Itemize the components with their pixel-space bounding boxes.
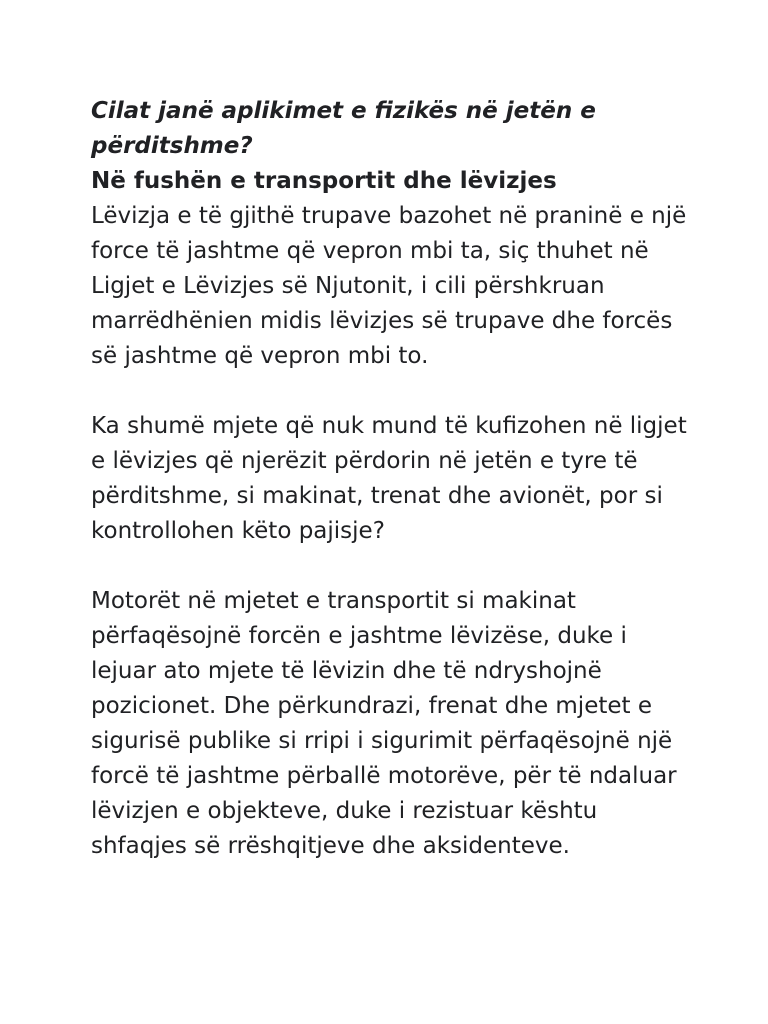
document-page <box>91 94 691 864</box>
section-heading: Në fushën e transportit dhe lëvizjes <box>91 168 557 194</box>
question-title: Cilat janë aplikimet e fizikës në jetën e përditshme? <box>91 98 596 159</box>
paragraph-vehicles: Ka shumë mjete që nuk mund të kufizohen në ligjet e lëvizjes që njerëzit përdorin në jetën e tyre të përditshme, si makinat, trenat dhe avionët, por si kontrollohen këto pajisje? <box>91 413 687 544</box>
paragraph-newton-laws: Lëvizja e të gjithë trupave bazohet në praninë e një force të jashtme që vepron mbi ta, siç thuhet në Ligjet e Lëvizjes së Njutonit, i cili përshkruan marrëdhënien midis lëvizjes së trupave dhe forcës së jashtme që vepron mbi to. <box>91 203 687 369</box>
paragraph-motors-brakes: Motorët në mjetet e transportit si makinat përfaqësojnë forcën e jashtme lëvizëse, duke i lejuar ato mjete të lëvizin dhe të ndryshojnë pozicionet. Dhe përkundrazi, frenat dhe mjetet e sigurisë publike si rripi i sigurimit përfaqësojnë një forcë të jashtme përballë motorëve, për të ndaluar lëvizjen e objekteve, duke i rezistuar kështu shfaqjes së rrëshqitjeve dhe aksidenteve. <box>91 588 677 859</box>
